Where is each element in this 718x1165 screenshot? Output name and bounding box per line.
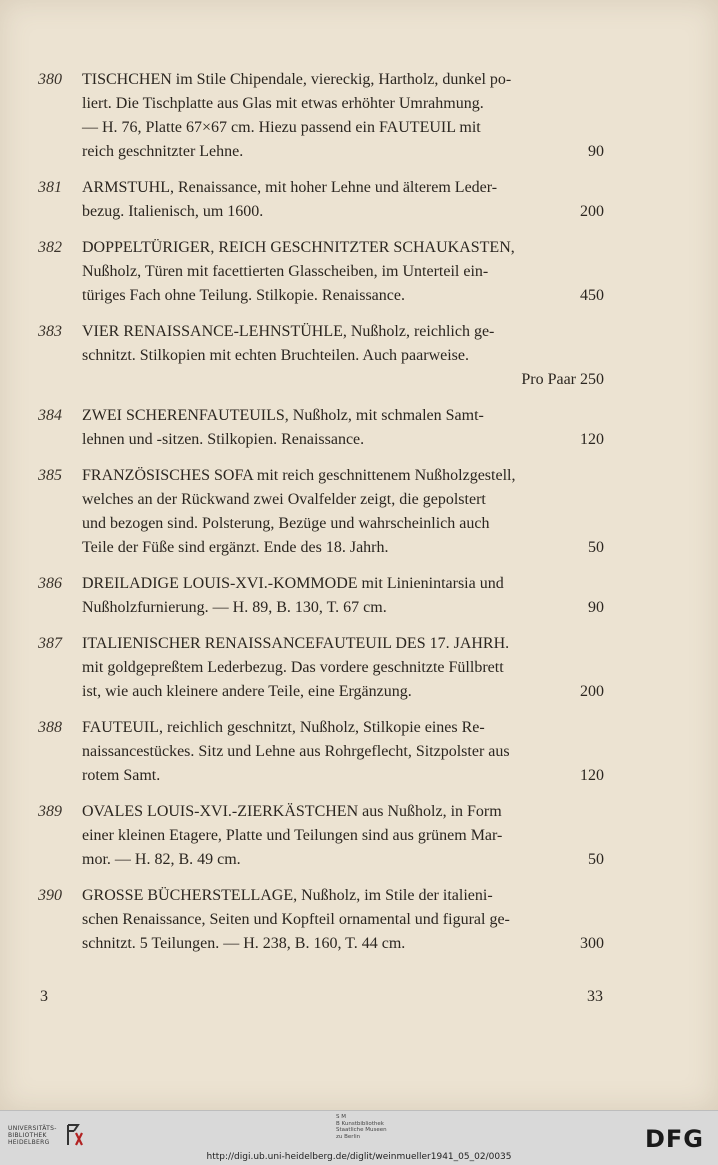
dfg-logo: DFG [644, 1125, 704, 1153]
description-line [82, 116, 604, 140]
lot-description [82, 68, 604, 164]
lot-number: 389 [38, 803, 62, 820]
description-line [82, 140, 604, 164]
description-line [82, 536, 604, 560]
lot-price: 50 [588, 539, 604, 556]
description-line [82, 824, 604, 848]
description-line [82, 284, 604, 308]
description-line [82, 764, 604, 788]
lot-description [82, 716, 604, 788]
line-text: liert. Die Tischplatte aus Glas mit etwas erhöhter Umrahmung. [82, 95, 484, 112]
description-line [82, 572, 604, 596]
line-text: — H. 76, Platte 67×67 cm. Hiezu passend ein FAUTEUIL mit [82, 119, 481, 136]
lot-number: 384 [38, 407, 62, 424]
description-line [82, 236, 604, 260]
line-text: bezug. Italienisch, um 1600. [82, 203, 264, 220]
description-line [82, 344, 604, 368]
lot-number: 385 [38, 467, 62, 484]
lot-number: 381 [38, 179, 62, 196]
lot-number: 380 [38, 71, 62, 88]
line-text: Nußholz, Türen mit facettierten Glasscheiben, im Unterteil ein- [82, 263, 489, 280]
description-line [82, 800, 604, 824]
lot-description [82, 176, 604, 224]
line-text: und bezogen sind. Polsterung, Bezüge und wahrscheinlich auch [82, 515, 490, 532]
lot-price: 300 [580, 935, 604, 952]
lot-price: 90 [588, 599, 604, 616]
description-line [82, 464, 604, 488]
lot-number: 382 [38, 239, 62, 256]
line-text: DREILADIGE LOUIS-XVI.-KOMMODE mit Linienintarsia und [82, 575, 504, 592]
description-line [82, 428, 604, 452]
signature-mark: 3 [40, 988, 48, 1005]
lot-description [82, 404, 604, 452]
line-text: naissancestückes. Sitz und Lehne aus Rohrgeflecht, Sitzpolster aus [82, 743, 510, 760]
lot-price: 200 [580, 683, 604, 700]
description-line [82, 404, 604, 428]
line-text: DOPPELTÜRIGER, REICH GESCHNITZTER SCHAUKASTEN, [82, 239, 515, 256]
lot-description [82, 800, 604, 872]
line-text: GROSSE BÜCHERSTELLAGE, Nußholz, im Stile der italieni- [82, 887, 493, 904]
page-number: 33 [587, 988, 603, 1005]
description-line [82, 368, 604, 392]
lot-description [82, 236, 604, 308]
lot-number: 390 [38, 887, 62, 904]
line-text: ist, wie auch kleinere andere Teile, eine Ergänzung. [82, 683, 412, 700]
line-text: Teile der Füße sind ergänzt. Ende des 18. Jahrh. [82, 539, 389, 556]
line-text: FAUTEUIL, reichlich geschnitzt, Nußholz, Stilkopie eines Re- [82, 719, 485, 736]
library-line: UNIVERSITÄTS- [8, 1125, 57, 1132]
line-text: schnitzt. Stilkopien mit echten Bruchteilen. Auch paarweise. [82, 347, 470, 364]
line-text: welches an der Rückwand zwei Ovalfelder zeigt, die gepolstert [82, 491, 486, 508]
permalink-url[interactable]: http://digi.ub.uni-heidelberg.de/diglit/weinmueller1941_05_02/0035 [206, 1152, 512, 1162]
line-text: mit goldgepreßtem Lederbezug. Das vordere geschnitzte Füllbrett [82, 659, 504, 676]
description-line [82, 716, 604, 740]
stamp-line: S M [336, 1114, 346, 1120]
lot-price: 450 [580, 287, 604, 304]
lot-number: 386 [38, 575, 62, 592]
lot-price: 120 [580, 431, 604, 448]
lot-description [82, 320, 604, 392]
line-text: FRANZÖSISCHES SOFA mit reich geschnittenem Nußholzgestell, [82, 467, 516, 484]
line-text: VIER RENAISSANCE-LEHNSTÜHLE, Nußholz, reichlich ge- [82, 323, 495, 340]
description-line [82, 596, 604, 620]
line-text: einer kleinen Etagere, Platte und Teilungen sind aus grünem Mar- [82, 827, 503, 844]
line-text: ARMSTUHL, Renaissance, mit hoher Lehne und älterem Leder- [82, 179, 498, 196]
stamp-line: Staatliche Museen [336, 1127, 387, 1133]
lot-price: Pro Paar 250 [521, 371, 604, 388]
description-line [82, 632, 604, 656]
description-line [82, 932, 604, 956]
line-text: türiges Fach ohne Teilung. Stilkopie. Renaissance. [82, 287, 405, 304]
description-line [82, 908, 604, 932]
lot-number: 383 [38, 323, 62, 340]
museum-stamp [336, 1114, 387, 1140]
lot-description [82, 632, 604, 704]
line-text: schen Renaissance, Seiten und Kopfteil ornamental und figural ge- [82, 911, 510, 928]
lot-price: 120 [580, 767, 604, 784]
lot-description [82, 464, 604, 560]
lot-number: 388 [38, 719, 62, 736]
lot-description [82, 884, 604, 956]
university-logo-icon [64, 1123, 86, 1151]
line-text: ITALIENISCHER RENAISSANCEFAUTEUIL DES 17. JAHRH. [82, 635, 510, 652]
description-line [82, 656, 604, 680]
line-text: OVALES LOUIS-XVI.-ZIERKÄSTCHEN aus Nußholz, in Form [82, 803, 502, 820]
line-text: schnitzt. 5 Teilungen. — H. 238, B. 160, T. 44 cm. [82, 935, 406, 952]
stamp-line: zu Berlin [336, 1133, 361, 1140]
lot-number: 387 [38, 635, 62, 652]
description-line [82, 512, 604, 536]
library-line: BIBLIOTHEK [8, 1132, 47, 1139]
line-text: Nußholzfurnierung. — H. 89, B. 130, T. 67 cm. [82, 599, 387, 616]
viewer-footer-bar [0, 1110, 718, 1165]
library-line: HEIDELBERG [8, 1139, 50, 1146]
lot-price: 90 [588, 143, 604, 160]
description-line [82, 68, 604, 92]
description-line [82, 884, 604, 908]
library-name [8, 1125, 57, 1146]
description-line [82, 680, 604, 704]
description-line [82, 200, 604, 224]
line-text: lehnen und -sitzen. Stilkopien. Renaissance. [82, 431, 365, 448]
description-line [82, 488, 604, 512]
description-line [82, 740, 604, 764]
description-line [82, 848, 604, 872]
line-text: ZWEI SCHERENFAUTEUILS, Nußholz, mit schmalen Samt- [82, 407, 484, 424]
lot-description [82, 572, 604, 620]
stamp-line: B Kunstbibliothek [336, 1120, 384, 1127]
line-text: reich geschnitzter Lehne. [82, 143, 244, 160]
description-line [82, 92, 604, 116]
lot-price: 200 [580, 203, 604, 220]
line-text: mor. — H. 82, B. 49 cm. [82, 851, 241, 868]
description-line [82, 320, 604, 344]
line-text: TISCHCHEN im Stile Chipendale, viereckig, Hartholz, dunkel po- [82, 71, 512, 88]
description-line [82, 176, 604, 200]
line-text: rotem Samt. [82, 767, 161, 784]
description-line [82, 260, 604, 284]
lot-price: 50 [588, 851, 604, 868]
